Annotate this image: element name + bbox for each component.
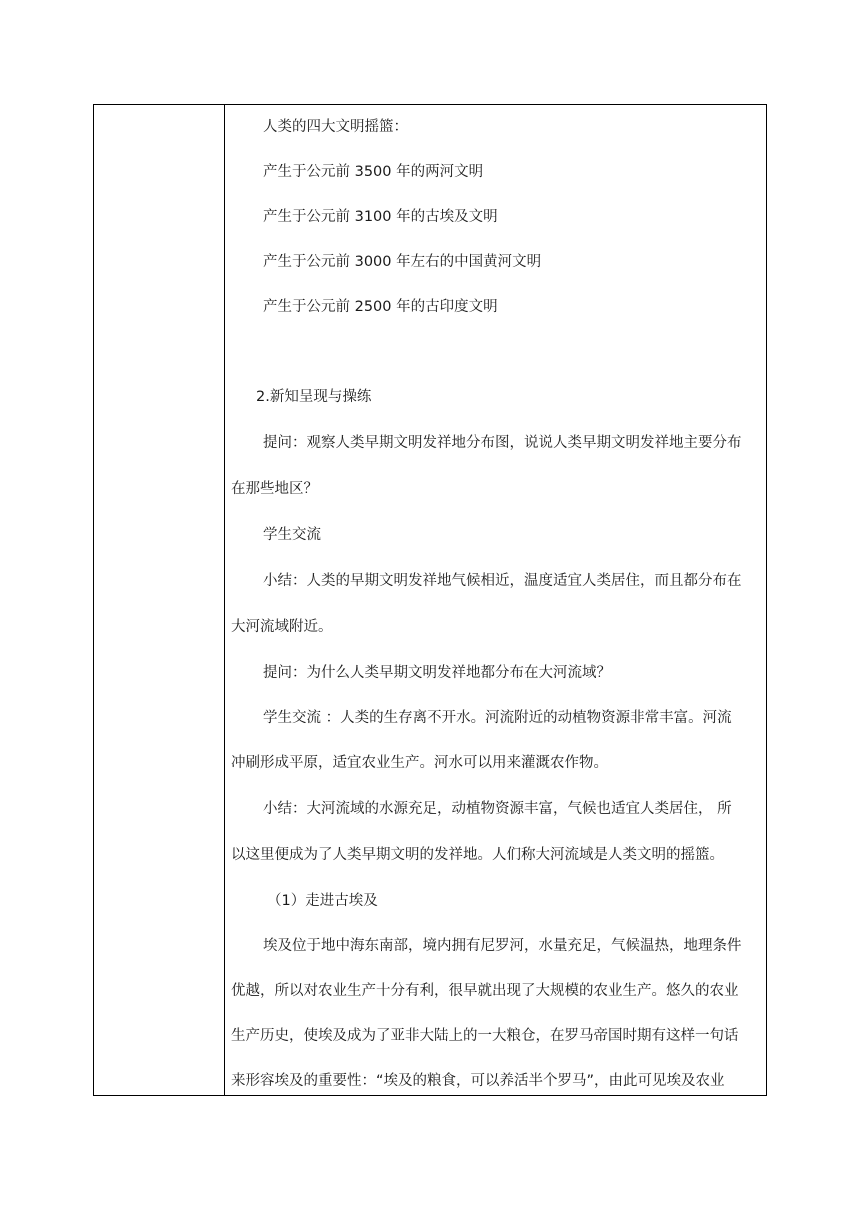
cradle-item: 产生于公元前 3100 年的古埃及文明 [263, 209, 498, 225]
question-2: 提问：为什么人类早期文明发祥地都分布在大河流域？ [263, 665, 611, 681]
summary-2-line-2: 以这里便成为了人类早期文明的发祥地。人们称大河流域是人类文明的摇篮。 [231, 847, 724, 863]
student-exchange-1: 学生交流 [263, 527, 321, 543]
student-exchange-2-line-1: 学生交流 ：人类的生存离不开水。河流附近的动植物资源非常丰富。河流 [263, 710, 732, 726]
summary-1-line-1: 小结：人类的早期文明发祥地气候相近，温度适宜人类居住，而且都分布在 [263, 573, 742, 589]
cradle-item: 产生于公元前 3500 年的两河文明 [263, 164, 484, 180]
egypt-paragraph-line: 埃及位于地中海东南部，境内拥有尼罗河，水量充足，气候温热，地理条件 [263, 938, 742, 954]
egypt-paragraph-line: 优越，所以对农业生产十分有利，很早就出现了大规模的农业生产。悠久的农业 [231, 983, 739, 999]
summary-2-line-1: 小结：大河流域的水源充足，动植物资源丰富，气候也适宜人类居住， 所 [263, 801, 732, 817]
cradles-heading: 人类的四大文明摇篮： [263, 119, 408, 135]
student-exchange-2-line-2: 冲刷形成平原，适宜农业生产。河水可以用来灌溉农作物。 [231, 755, 608, 771]
cradle-item: 产生于公元前 3000 年左右的中国黄河文明 [263, 254, 542, 270]
egypt-paragraph-line: 来形容埃及的重要性：“埃及的粮食，可以养活半个罗马”，由此可见埃及农业 [231, 1073, 725, 1089]
lesson-table [93, 104, 767, 1096]
egypt-heading: （1）走进古埃及 [267, 893, 378, 909]
question-1-line-2: 在那些地区？ [231, 481, 318, 497]
summary-1-line-2: 大河流域附近。 [231, 619, 333, 635]
table-left-column [94, 105, 225, 1095]
table-content-cell [225, 105, 766, 1095]
egypt-paragraph-line: 生产历史，使埃及成为了亚非大陆上的一大粮仓，在罗马帝国时期有这样一句话 [231, 1028, 739, 1044]
question-1-line-1: 提问：观察人类早期文明发祥地分布图，说说人类早期文明发祥地主要分布 [263, 435, 742, 451]
section-title: 2.新知呈现与操练 [256, 389, 372, 405]
cradle-item: 产生于公元前 2500 年的古印度文明 [263, 299, 498, 315]
